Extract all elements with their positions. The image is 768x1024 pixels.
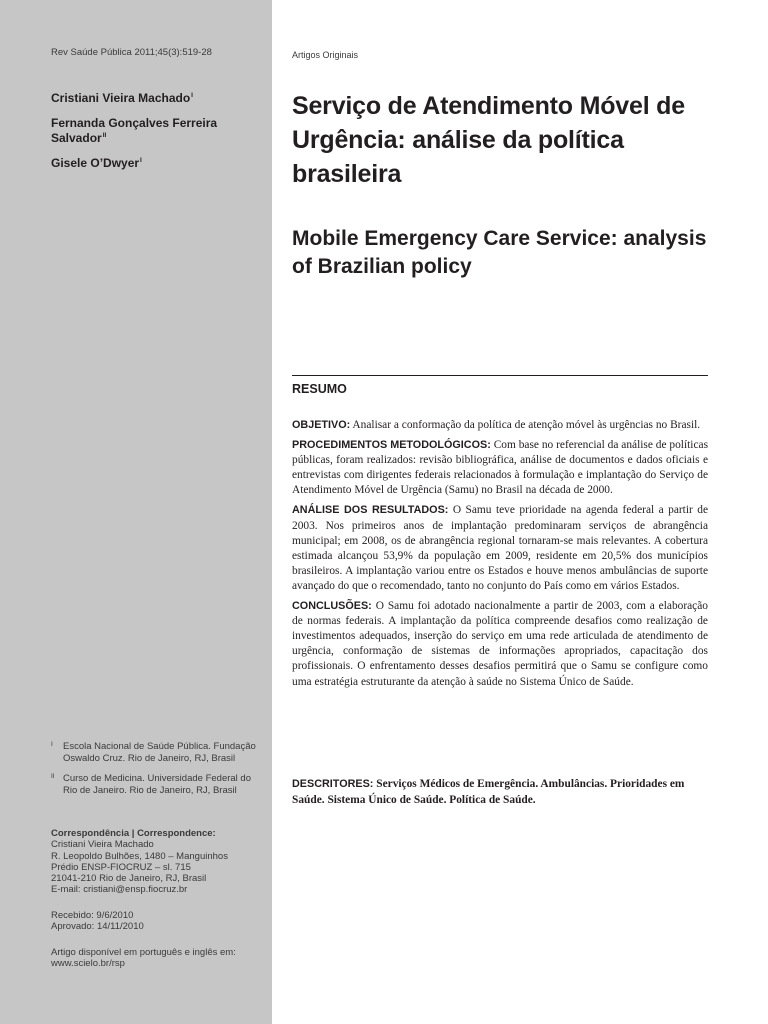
main-column xyxy=(272,0,768,1024)
correspondence-block xyxy=(51,828,266,896)
abstract-body xyxy=(292,418,708,695)
abstract-label: ANÁLISE DOS RESULTADOS: xyxy=(292,504,449,517)
approved-date: Aprovado: 14/11/2010 xyxy=(51,921,144,933)
correspondence-line: Prédio ENSP-FIOCRUZ – sl. 715 xyxy=(51,861,191,873)
author-name: Gisele O’Dwyer xyxy=(51,156,140,170)
author-entry xyxy=(51,91,266,106)
descritores-keywords xyxy=(292,777,708,808)
abstract-label: PROCEDIMENTOS METODOLÓGICOS: xyxy=(292,439,491,452)
abstract-paragraph-analise xyxy=(292,503,708,594)
affiliation-footnotes xyxy=(51,741,266,805)
footnote-text: Curso de Medicina. Universidade Federal do Rio de Janeiro. Rio de Janeiro, RJ, Brasil xyxy=(63,773,251,796)
abstract-paragraph-conclusoes xyxy=(292,599,708,690)
abstract-paragraph-procedimentos xyxy=(292,438,708,498)
descritores-label: DESCRITORES: xyxy=(292,778,374,790)
footnote-text: Escola Nacional de Saúde Pública. Fundação Oswaldo Cruz. Rio de Janeiro, RJ, Brasil xyxy=(63,741,256,764)
abstract-text: O Samu teve prioridade na agenda federal a partir de 2003. Nos primeiros anos de implantação predominaram serviços de abrangência municipal; em 2008, os de abrangência regional tornaram-se mais relevantes. A cobertura estimada alcançou 53,9% da população em 2009, residente em 20,5% dos municípios brasileiros. A implantação variou entre os Estados e houve menos ambulâncias de suporte avançado do que o recomendado, tanto no conjunto do País como em vários Estados. xyxy=(292,504,709,592)
title-english: Mobile Emergency Care Service: analysis of Brazilian policy xyxy=(292,227,707,278)
received-date: Recebido: 9/6/2010 xyxy=(51,910,134,921)
descritores-text: Serviços Médicos de Emergência. Ambulâncias. Prioridades em Saúde. Sistema Único de Saúde. Política de Saúde. xyxy=(292,778,685,806)
affiliation-footnote xyxy=(51,741,266,764)
author-entry xyxy=(51,156,266,171)
correspondence-heading: Correspondência | Correspondence: xyxy=(51,828,216,839)
author-list xyxy=(51,91,266,181)
section-divider xyxy=(292,375,708,376)
abstract-text: Com base no referencial da análise de políticas públicas, foram realizados: revisão bibliográfica, análise de documentos e dados oficiais e entrevistas com dirigentes federais relacionados à formulação e implantação do Serviço de Atendimento Móvel de Urgência (Samu) no Brasil na década de 2000. xyxy=(292,439,709,497)
correspondence-line: Cristiani Vieira Machado xyxy=(51,839,154,851)
correspondence-email: E-mail: cristiani@ensp.fiocruz.br xyxy=(51,884,188,896)
author-name: Fernanda Gonçalves Ferreira Salvador xyxy=(51,116,218,145)
affiliation-footnote xyxy=(51,773,266,796)
journal-reference: Rev Saúde Pública 2011;45(3):519-28 xyxy=(51,47,212,58)
abstract-paragraph-objetivo xyxy=(292,418,708,433)
title-portuguese: Serviço de Atendimento Móvel de Urgência: análise da política brasileira xyxy=(292,92,685,188)
footnote-mark: II xyxy=(51,773,55,780)
footnote-mark: I xyxy=(51,741,53,748)
abstract-text: Analisar a conformação da política de atenção móvel às urgências no Brasil. xyxy=(352,419,701,431)
author-affiliation-mark: I xyxy=(140,157,142,164)
abstract-label: CONCLUSÕES: xyxy=(292,600,372,613)
left-sidebar xyxy=(0,0,272,1024)
abstract-text: O Samu foi adotado nacionalmente a partir de 2003, com a elaboração de normas federais. A implantação da política compreende desafios como realização de investimentos adequados, inserção do serviço em uma rede articulada de atendimento de urgência, conformação de sistemas de informações apropriados, capacitação dos profissionais. O enfrentamento desses desafios permitirá que o Samu se configure como uma estratégia estruturante da atenção à saúde no Sistema Único de Saúde. xyxy=(292,600,708,688)
availability-note: Artigo disponível em português e inglês em: www.scielo.br/rsp xyxy=(51,947,236,970)
author-name: Cristiani Vieira Machado xyxy=(51,91,191,105)
author-affiliation-mark: I xyxy=(191,92,193,99)
correspondence-line: R. Leopoldo Bulhões, 1480 – Manguinhos xyxy=(51,850,228,862)
article-dates xyxy=(51,910,266,933)
resumo-heading: RESUMO xyxy=(292,382,347,396)
abstract-label: OBJETIVO: xyxy=(292,419,351,431)
section-label: Artigos Originais xyxy=(292,50,359,60)
author-entry xyxy=(51,116,266,146)
correspondence-line: 21041-210 Rio de Janeiro, RJ, Brasil xyxy=(51,873,207,885)
author-affiliation-mark: II xyxy=(102,132,107,139)
